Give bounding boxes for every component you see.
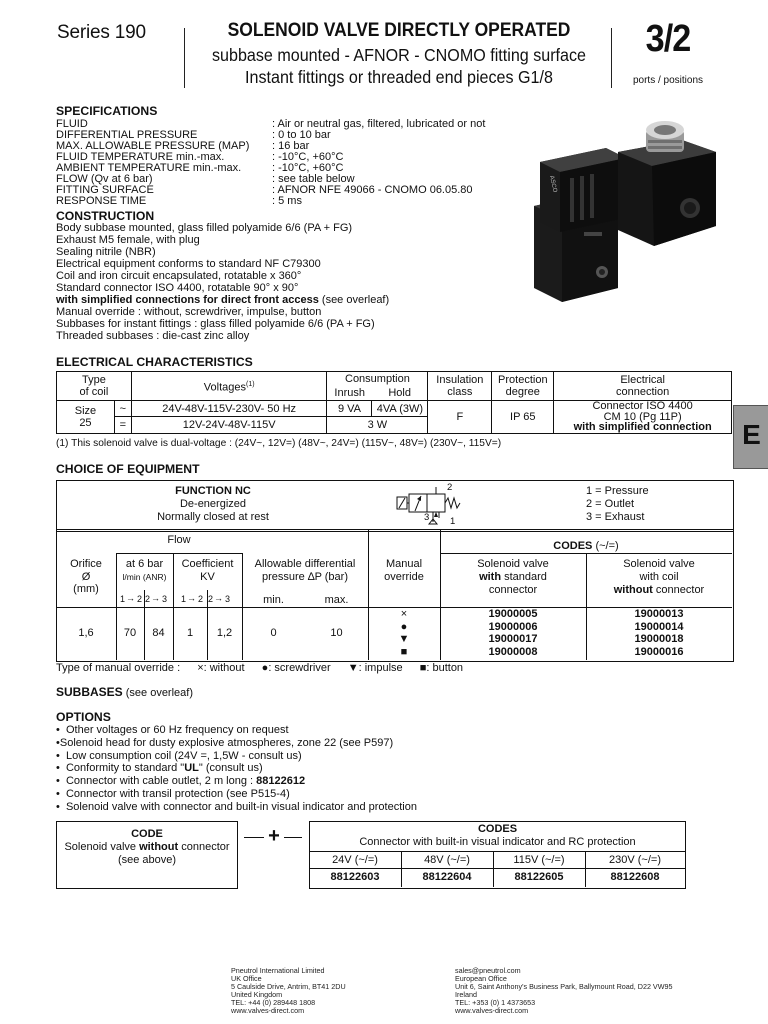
dc-power: 3 W [327, 417, 428, 433]
spec-value: : see table below [272, 173, 355, 185]
kv-23-value: 1,2 [216, 627, 233, 639]
grid-line [440, 553, 732, 554]
see-above-label: (see above) [117, 854, 177, 866]
normally-closed-label: Normally closed at rest [157, 511, 269, 523]
voltages-header: Voltages$^{(1)}$ [131, 372, 327, 401]
spec-label: FLUID TEMPERATURE min.-max. [56, 151, 225, 163]
override-impulse-icon: ▼ [398, 633, 410, 645]
protection-header: Protection degree [492, 372, 554, 401]
hold-header: Hold [372, 386, 428, 401]
code-value: 19000018 [634, 633, 684, 645]
subtitle-fittings: Instant fittings or threaded end pieces G1/8 [245, 67, 553, 87]
voltage-label: 24V (~/=) [332, 854, 378, 866]
construction-line: Standard connector ISO 4400, rotatable 90° x 90° [56, 282, 299, 294]
ports-positions-label: ports / positions [632, 75, 704, 86]
flow-23-value: 84 [152, 627, 165, 639]
option-code-value: 88122604 [422, 871, 472, 883]
insulation-value: F [428, 401, 492, 434]
impulse-icon: ▼ [347, 662, 359, 674]
plus-icon: + [268, 825, 280, 847]
allowable-header: Allowable differential [254, 558, 356, 570]
size-cell: Size 25 [57, 401, 115, 434]
footer-email-link[interactable]: sales@pneutrol.com [455, 966, 521, 975]
de-energized-label: De-energized [179, 498, 247, 510]
override-header: override [384, 571, 424, 583]
code-label: CODE [131, 828, 163, 840]
code-value: 19000005 [488, 608, 538, 620]
code-value: 19000008 [488, 645, 538, 658]
override-button-icon: ■ [400, 645, 408, 658]
connections-bold: with simplified connections for direct front access [56, 294, 319, 306]
construction-line: Manual override : without, screwdriver, impulse, button [56, 306, 322, 318]
ac-symbol: ~ [114, 401, 131, 417]
override-legend: Type of manual override : ×: without ●: screwdriver ▼: impulse ■: button [56, 662, 464, 674]
spec-label: FITTING SURFACE [56, 184, 154, 196]
options-heading: OPTIONS [56, 710, 111, 724]
port-pressure: 1 = Pressure [586, 485, 649, 497]
subtitle-mounting: subbase mounted - AFNOR - CNOMO fitting surface [211, 45, 587, 65]
option-item: • Solenoid valve with connector and built-in visual indicator and protection [56, 800, 417, 813]
code-value: 19000006 [488, 620, 538, 633]
code-value: 19000014 [634, 620, 684, 633]
spec-value: : Air or neutral gas, filtered, lubricated or not [272, 118, 486, 130]
grid-line [116, 553, 242, 554]
screwdriver-icon: ● [261, 662, 269, 674]
construction-line: Subbases for instant fittings : glass filled polyamide 6/6 (PA + FG) [56, 318, 375, 330]
spec-label: DIFFERENTIAL PRESSURE [56, 129, 198, 141]
spec-value: : -10°C, +60°C [272, 162, 344, 174]
footer-eu-office: sales@pneutrol.com European Office Unit 6, Saint Anthony's Business Park, Ballymount Road, D22 VW95 Ireland TEL: +353 (0) 1 4373653 www.valves-direct.com [455, 966, 673, 1015]
orifice-value: 1,6 [78, 627, 94, 639]
spec-value: : 0 to 10 bar [272, 129, 331, 141]
without-connector-header: Solenoid valve with coil without connector [613, 558, 705, 596]
at-6-bar-header: at 6 bar [125, 558, 164, 570]
voltage-label: 115V (~/=) [513, 854, 565, 866]
footer-website-link[interactable]: www.valves-direct.com [455, 1006, 529, 1015]
pressure-header: pressure ∆P (bar) [261, 571, 348, 583]
kv-12-value: 1 [186, 627, 194, 639]
construction-line: Sealing nitrile (NBR) [56, 246, 156, 258]
port-outlet: 2 = Outlet [586, 498, 635, 510]
port-exhaust: 3 = Exhaust [586, 511, 645, 523]
ports-positions-value: 3/2 [645, 18, 691, 60]
construction-line: Electrical equipment conforms to standard NF C79300 [56, 258, 321, 270]
inrush-value: 9 VA [327, 401, 372, 417]
construction-line: Coil and iron circuit encapsulated, rotatable x 360° [56, 270, 302, 282]
orifice-header: Orifice Ø (mm) [70, 558, 102, 595]
construction-line: Body subbase mounted, glass filled polyamide 6/6 (PA + FG) [56, 222, 353, 234]
page-title: SOLENOID VALVE DIRECTLY OPERATED [227, 20, 571, 41]
without-icon: × [197, 662, 204, 674]
connection-header: Electrical connection [554, 372, 732, 401]
spec-label: MAX. ALLOWABLE PRESSURE (MAP) [56, 140, 250, 152]
port-3-label: 3 [424, 512, 430, 523]
dual-voltage-note: (1) This solenoid valve is dual-voltage : (24V~, 12V=) (48V~, 24V=) (115V~, 48V=) (230V~, 115V=) [56, 438, 502, 449]
override-symbols [368, 608, 440, 658]
option-item: • Conformity to standard "UL" (consult us) [56, 762, 263, 775]
codes-label: CODES [477, 823, 518, 835]
pressure-max-value: 10 [330, 627, 343, 639]
code-value: 19000013 [634, 608, 684, 620]
with-connector-header: Solenoid valve with standard connector [477, 558, 549, 596]
option-item: • Low consumption coil (24V =, 1,5W - consult us) [56, 749, 302, 762]
coefficient-header: Coefficient [181, 558, 234, 570]
codes-without-connector [586, 608, 732, 658]
spec-label: FLUID [56, 118, 88, 130]
options-list [56, 724, 417, 814]
codes-header: CODES (~/=) [553, 540, 619, 552]
spec-label: FLOW (Qv at 6 bar) [56, 173, 153, 185]
option-code-value: 88122603 [330, 871, 380, 883]
header-divider [184, 28, 185, 88]
spec-value: : AFNOR NFE 49066 - CNOMO 06.05.80 [272, 184, 473, 196]
override-without-icon: × [400, 608, 408, 620]
dc-voltages: 12V-24V-48V-115V [131, 417, 327, 433]
manual-header: Manual [385, 558, 423, 570]
footer-uk-office: Pneutrol International Limited UK Office 5 Caulside Drive, Antrim, BT41 2DU United Kingdom TEL: +44 (0) 289448 1808 www.valves-direct.com [231, 966, 346, 1015]
voltage-label: 48V (~/=) [424, 854, 470, 866]
min-header: min. [263, 594, 284, 606]
pressure-min-value: 0 [270, 627, 277, 639]
option-item: •Solenoid head for dusty explosive atmospheres, zone 22 (see P597) [56, 736, 394, 749]
option-item: • Other voltages or 60 Hz frequency on request [56, 724, 289, 736]
construction-line: Exhaust M5 female, with plug [56, 234, 200, 246]
insulation-header: Insulation class [428, 372, 492, 401]
option-code-value: 88122608 [610, 871, 660, 883]
code-value: 19000017 [488, 633, 538, 645]
svg-text:ASCO: ASCO [548, 175, 558, 194]
port-1-label: 1 [450, 516, 456, 527]
spec-value: : 16 bar [272, 140, 310, 152]
option-code-value: 88122605 [514, 871, 564, 883]
protection-value: IP 65 [492, 401, 554, 434]
inrush-header: Inrush [327, 386, 372, 401]
voltage-label: 230V (~/=) [609, 854, 661, 866]
connection-value: Connector ISO 4400 CM 10 (Pg 11P) with simplified connection [554, 401, 732, 434]
dc-symbol: = [114, 417, 131, 433]
valve-symbol [395, 482, 471, 528]
option-item: • Connector with cable outlet, 2 m long : 88122612 [56, 775, 306, 788]
code-value: 19000016 [634, 645, 684, 658]
override-screwdriver-icon: ● [400, 620, 408, 633]
spec-label: AMBIENT TEMPERATURE min.-max. [56, 162, 242, 174]
section-badge: E [733, 405, 768, 469]
solenoid-without-connector: Solenoid valve without connector [64, 841, 230, 853]
electrical-heading: ELECTRICAL CHARACTERISTICS [56, 355, 253, 369]
button-icon: ■ [419, 662, 427, 674]
consumption-header: Consumption [327, 372, 428, 387]
spec-value: : -10°C, +60°C [272, 151, 344, 163]
solenoid-valve-photo [510, 106, 726, 314]
series-label: Series 190 [57, 22, 146, 43]
spec-value: : 5 ms [272, 195, 302, 207]
port-2-label: 2 [447, 482, 453, 493]
construction-line-connections [56, 295, 389, 306]
footer-website-link[interactable]: www.valves-direct.com [231, 1006, 305, 1015]
subbases-section: SUBBASES (see overleaf) [56, 685, 193, 699]
construction-line: Threaded subbases : die-cast zinc alloy [56, 330, 250, 342]
choice-heading: CHOICE OF EQUIPMENT [56, 462, 200, 476]
type-coil-header: Type of coil [57, 372, 132, 401]
option-item: • Connector with transil protection (see P515-4) [56, 787, 290, 800]
ac-voltages: 24V-48V-115V-230V- 50 Hz [131, 401, 327, 417]
kv-header: KV [200, 571, 215, 583]
spec-label: RESPONSE TIME [56, 195, 147, 207]
flow-12-value: 70 [123, 627, 137, 639]
connections-suffix: (see overleaf) [318, 294, 390, 306]
hold-value: 4VA (3W) [372, 401, 428, 417]
max-header: max. [324, 594, 349, 606]
connector-description: Connector with built-in visual indicator and RC protection [359, 836, 636, 848]
electrical-table [56, 371, 732, 434]
function-label: FUNCTION NC [175, 485, 251, 497]
flow-header: Flow [167, 534, 191, 546]
specifications-heading: SPECIFICATIONS [56, 104, 158, 118]
construction-heading: CONSTRUCTION [56, 209, 155, 223]
lmin-header: l/min (ANR) [122, 572, 167, 582]
codes-with-connector [440, 608, 586, 658]
